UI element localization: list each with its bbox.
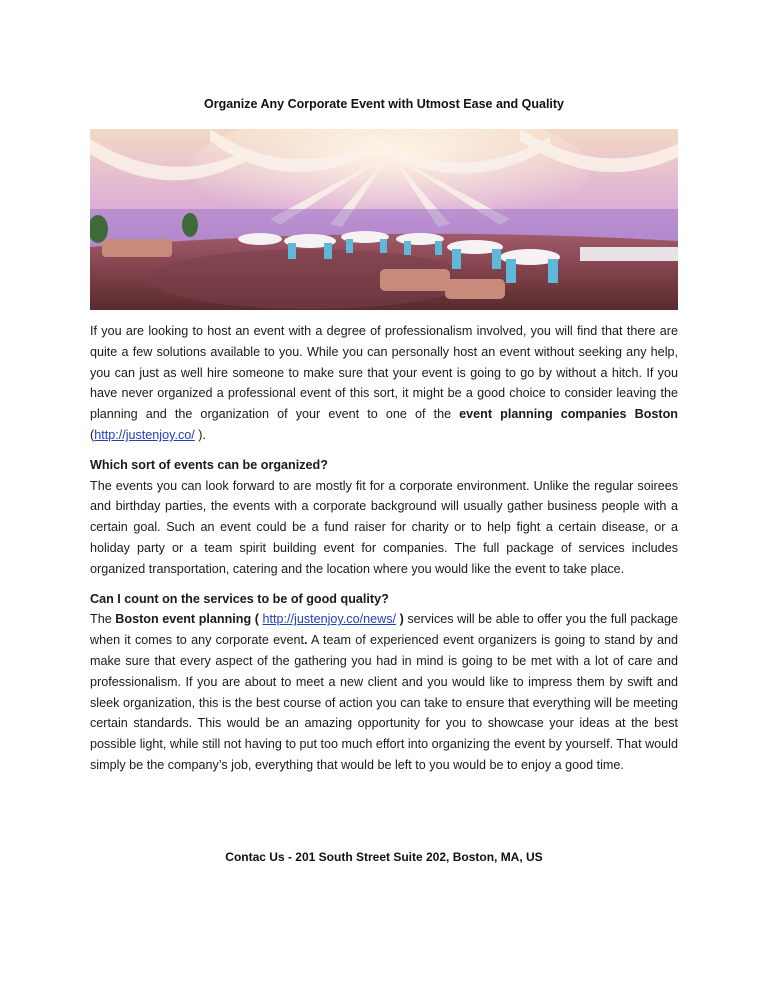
article-body bbox=[90, 321, 678, 785]
section2-body-part1: services will be able to offer you the full package when it comes to any corporate event bbox=[90, 612, 679, 648]
paren-close: ). bbox=[194, 427, 206, 442]
section2-keyword-close: ) bbox=[396, 612, 404, 627]
intro-text: If you are looking to host an event with a degree of professionalism involved, you will find that there are quite a few solutions available to you. While you can personally host an event without seeking any help, you can just as well hire someone to make sure that your event is going to go by without a hitch. If you have never organized a professional event of this sort, it might be a good choice to consider leaving the planning and the organization of your event to one of the bbox=[90, 324, 678, 422]
section2-keyword: Boston event planning ( bbox=[115, 612, 263, 627]
section2-heading: Can I count on the services to be of good quality? bbox=[90, 591, 389, 606]
paren-open: ( bbox=[90, 427, 95, 442]
section2-body-part2: A team of experienced event organizers is going to stand by and make sure that every aspect of the gathering you had in mind is going to be met with a lot of care and professionalism. If you are about to meet a new client and you would like to impress them by swift and sleek organization, this is the best course of action you can take to ensure that everything will be meeting certain standards. This would be an amazing opportunity for you to showcase your ideas at the best possible light, while still not having to put too much effort into organizing the event by yourself. That would simply be the company’s job, everything that would be left to you would be to enjoy a good time. bbox=[90, 633, 678, 772]
section1 bbox=[90, 455, 678, 580]
banquet-hall-photo bbox=[90, 129, 678, 310]
contact-footer: Contac Us - 201 South Street Suite 202, Boston, MA, US bbox=[225, 850, 543, 864]
intro-paragraph bbox=[90, 321, 678, 446]
section2-the: The bbox=[90, 612, 116, 627]
page-title: Organize Any Corporate Event with Utmost Ease and Quality bbox=[203, 97, 565, 111]
section1-heading: Which sort of events can be organized? bbox=[90, 457, 328, 472]
intro-keyword: event planning companies Boston bbox=[459, 407, 678, 422]
section2 bbox=[90, 589, 678, 776]
section2-bold-dot: . bbox=[303, 633, 308, 648]
justenjoy-link[interactable]: http://justenjoy.co/ bbox=[94, 427, 195, 442]
section1-body: The events you can look forward to are mostly fit for a corporate environment. Unlike the regular soirees and birthday parties, the events with a corporate background will usually gather business people with a certain goal. Such an event could be a fund raiser for charity or to help fight a certain disease, or a holiday party or a team spirit building event for companies. The full package of services includes organized transportation, catering and the location where you would like the event to take place. bbox=[90, 478, 678, 576]
justenjoy-news-link[interactable]: http://justenjoy.co/news/ bbox=[262, 612, 396, 627]
